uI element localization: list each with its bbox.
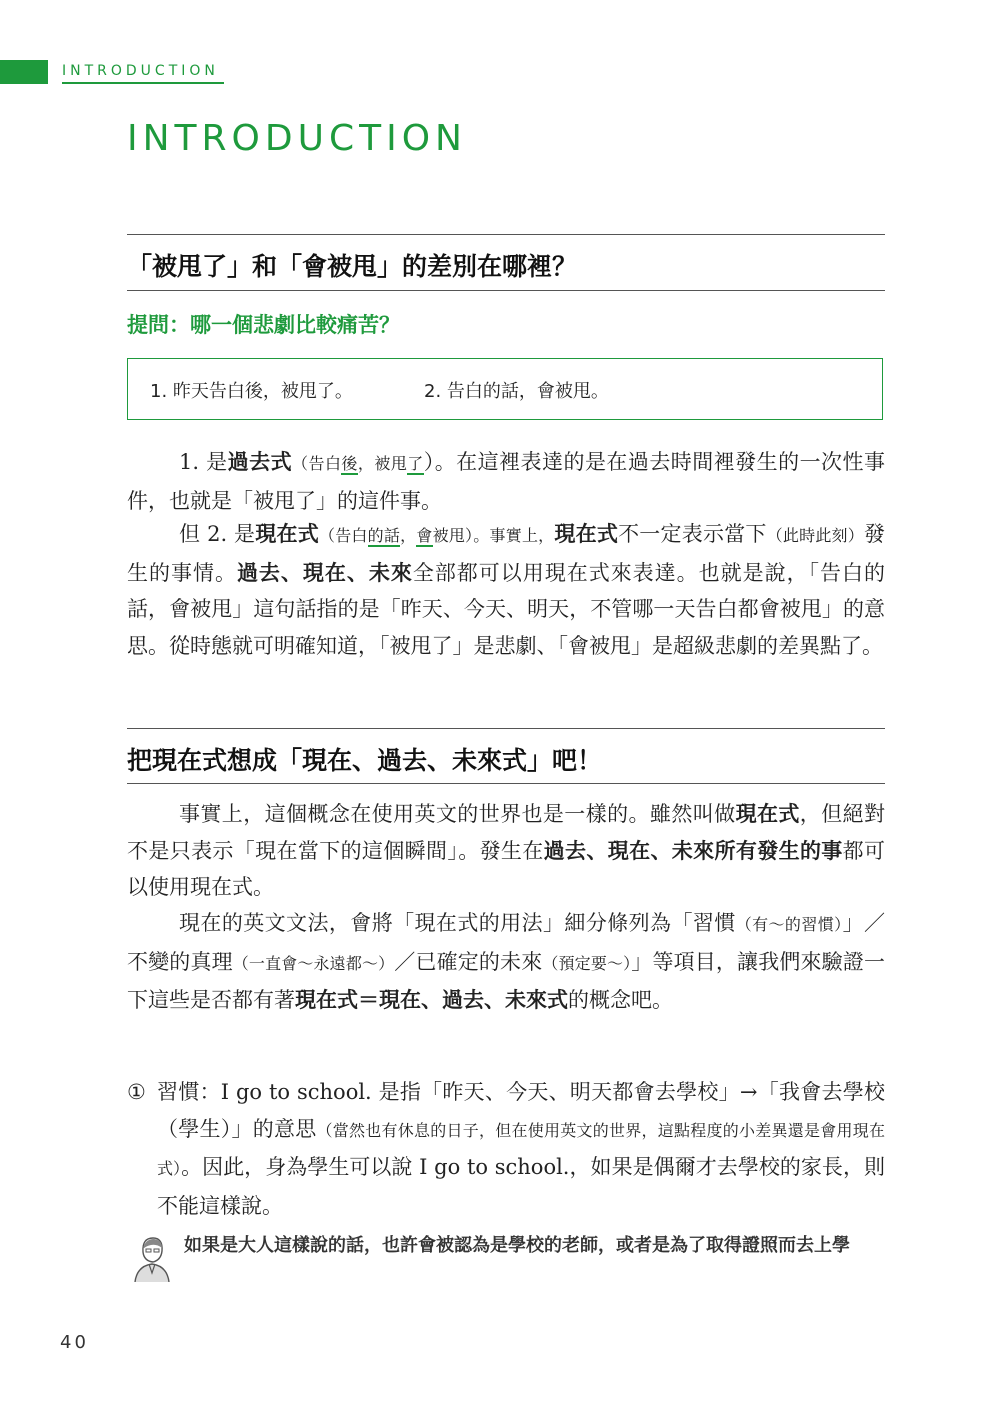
page-number: 40 — [60, 1332, 89, 1353]
example-option-2: 2. 告白的話，會被甩。 — [424, 381, 609, 402]
section2-paragraph-1: 事實上，這個概念在使用英文的世界也是一樣的。雖然叫做現在式，但絕對不是只表示「現在當下的這個瞬間」。發生在過去、現在、未來所有發生的事都可以使用現在式。 — [127, 802, 886, 899]
example-box — [127, 358, 883, 420]
section1-bottom-rule — [127, 290, 885, 291]
header-green-bar — [0, 60, 48, 84]
question-label: 提問：哪一個悲劇比較痛苦？ — [127, 313, 400, 337]
running-header-underline — [62, 82, 224, 84]
item-number: ① — [127, 1080, 146, 1104]
section1-paragraph-1: 1. 是過去式（告白後，被甩了）。在這裡表達的是在過去時間裡發生的一次性事件，也就是「被甩了」的這件事。 — [127, 450, 885, 513]
person-avatar-icon — [132, 1232, 172, 1282]
section1-heading: 「被甩了」和「會被甩」的差別在哪裡？ — [127, 252, 578, 281]
item-body: 習慣：I go to school. 是指「昨天、今天、明天都會去學校」→「我會去學校（學生）」的意思（當然也有休息的日子，但在使用英文的世界，這點程度的小差異還是會用現在式）。因此，身為學生可以說 I go to school.，如果是偶爾才去學校的家長，則不能這樣說。 — [157, 1080, 885, 1218]
example-option-1: 1. 昨天告白後，被甩了。 — [150, 381, 353, 402]
section2-top-rule — [127, 728, 885, 729]
section1-paragraph-2: 但 2. 是現在式（告白的話，會被甩）。事實上，現在式不一定表示當下（此時此刻）發生的事情。過去、現在、未來全部都可以用現在式來表達。也就是說，「告白的話，會被甩」這句話指的是「昨天、今天、明天，不管哪一天告白都會被甩」的意思。從時態就可明確知道，「被甩了」是悲劇、「會被甩」是超級悲劇的差異點了。 — [127, 522, 886, 658]
habit-list-item — [127, 1074, 885, 1224]
speech-note: 如果是大人這樣說的話，也許會被認為是學校的老師，或者是為了取得證照而去上學 — [184, 1235, 850, 1256]
running-header: INTRODUCTION — [62, 63, 219, 79]
section2-bottom-rule — [127, 783, 885, 784]
section2-paragraph-2: 現在的英文文法，會將「現在式的用法」細分條列為「習慣（有～的習慣）」／不變的真理（一直會～永遠都～）／已確定的未來（預定要～）」等項目，讓我們來驗證一下這些是否都有著現在式＝現在、過去、未來式的概念吧。 — [127, 911, 886, 1012]
page-title: INTRODUCTION — [127, 118, 467, 159]
section2-heading: 把現在式想成「現在、過去、未來式」吧！ — [127, 746, 603, 775]
section1-top-rule — [127, 234, 885, 235]
